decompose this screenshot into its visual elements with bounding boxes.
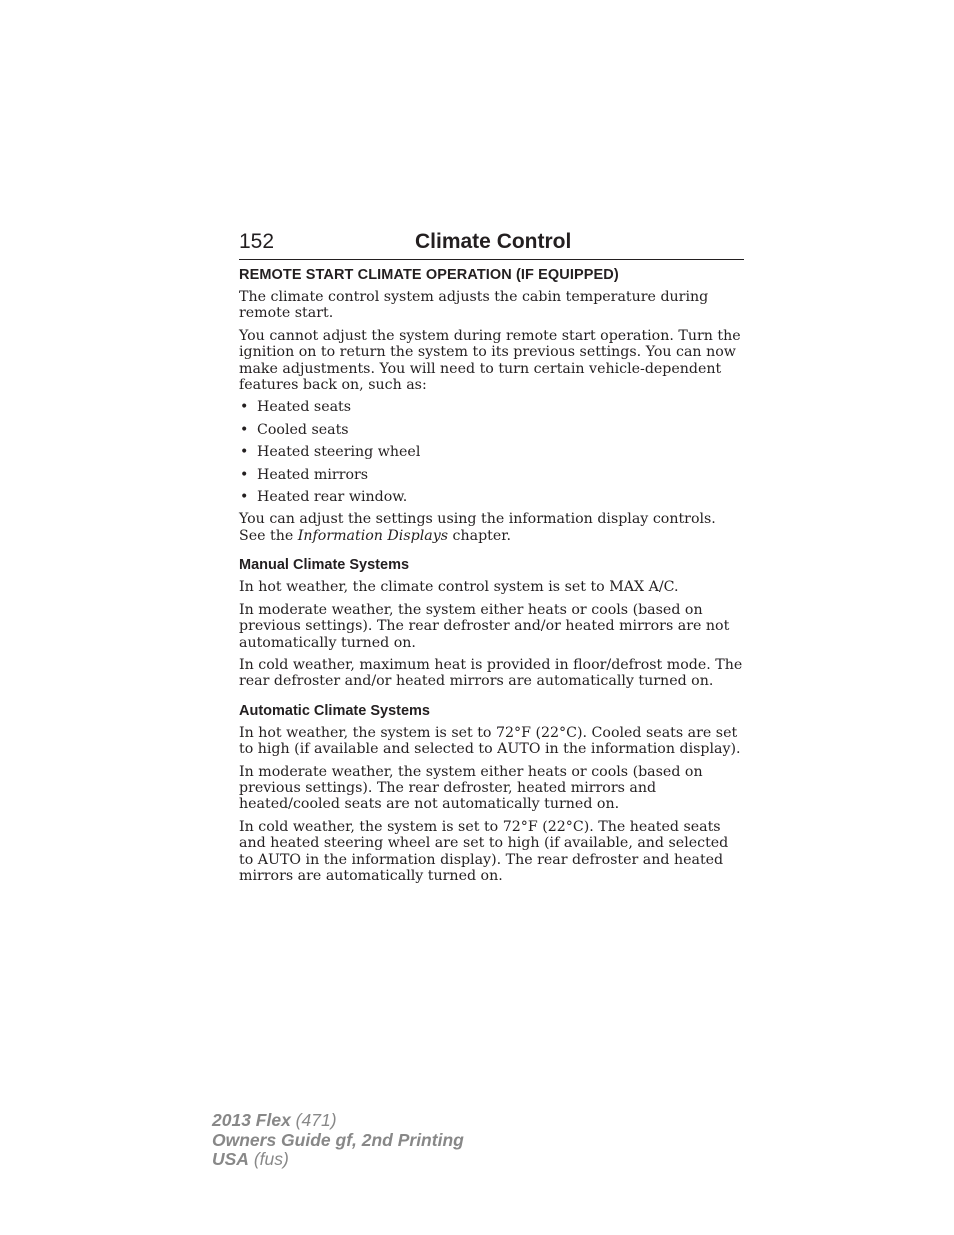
- paragraph: In cold weather, the system is set to 72°F (22°C). The heated seats and heated steering wheel are set to high (if available, and selected to AUTO in the information display). The rear defroster and heated mirrors are automatically turned on.: [239, 818, 729, 884]
- section-heading: REMOTE START CLIMATE OPERATION (IF EQUIPPED): [239, 267, 619, 283]
- paragraph: You cannot adjust the system during remote start operation. Turn the ignition on to return the system to its previous settings. You can now make adjustments. You will need to turn certain vehicle-dependent features back on, such as:: [239, 327, 741, 394]
- footer-code: (471): [290, 1110, 337, 1130]
- paragraph: In moderate weather, the system either heats or cools (based on previous settings). The rear defroster, heated mirrors and heated/cooled seats are not automatically turned on.: [239, 763, 703, 813]
- paragraph: In cold weather, maximum heat is provided in floor/defrost mode. The rear defroster and/or heated mirrors are automatically turned on.: [239, 656, 743, 690]
- list-item-text: Heated rear window.: [257, 489, 408, 506]
- footer-line: [212, 1131, 464, 1151]
- footer-market-code: (fus): [248, 1149, 289, 1169]
- chapter-title: Climate Control: [415, 230, 572, 253]
- page-footer: [212, 1111, 464, 1170]
- bullet-icon: •: [240, 489, 249, 506]
- paragraph: In hot weather, the system is set to 72°F (22°C). Cooled seats are set to high (if available and selected to AUTO in the information display).: [239, 724, 741, 758]
- list-item: [239, 444, 745, 460]
- subsection-heading-automatic: Automatic Climate Systems: [239, 702, 430, 719]
- bullet-icon: •: [240, 421, 249, 438]
- list-item: [239, 422, 745, 438]
- paragraph: [239, 511, 745, 544]
- bullet-icon: •: [240, 399, 249, 416]
- list-item-text: Cooled seats: [257, 421, 349, 438]
- footer-edition: Owners Guide gf, 2nd Printing: [212, 1129, 464, 1150]
- feature-list: [239, 399, 745, 505]
- bullet-icon: •: [240, 444, 249, 461]
- footer-line: [212, 1150, 464, 1170]
- paragraph-text: You can adjust the settings using the information display controls. See the: [239, 511, 716, 544]
- list-item-text: Heated steering wheel: [257, 444, 421, 461]
- paragraph: In hot weather, the climate control system is set to MAX A/C.: [239, 579, 679, 596]
- chapter-reference: Information Displays: [297, 527, 449, 544]
- list-item-text: Heated seats: [257, 399, 352, 416]
- subsection-heading-manual: Manual Climate Systems: [239, 557, 410, 574]
- page-content: [239, 266, 745, 890]
- list-item: [239, 399, 745, 415]
- footer-market: USA: [212, 1149, 249, 1169]
- list-item-text: Heated mirrors: [257, 466, 369, 483]
- page-number: 152: [239, 230, 275, 253]
- paragraph-text: chapter.: [448, 527, 511, 544]
- paragraph: In moderate weather, the system either heats or cools (based on previous settings). The rear defroster and/or heated mirrors are not automatically turned on.: [239, 601, 730, 651]
- paragraph: The climate control system adjusts the cabin temperature during remote start.: [239, 289, 709, 322]
- footer-model: 2013 Flex: [212, 1110, 291, 1130]
- list-item: [239, 467, 745, 483]
- page-header: [239, 229, 744, 260]
- bullet-icon: •: [240, 466, 249, 483]
- list-item: [239, 489, 745, 505]
- footer-line: [212, 1111, 464, 1131]
